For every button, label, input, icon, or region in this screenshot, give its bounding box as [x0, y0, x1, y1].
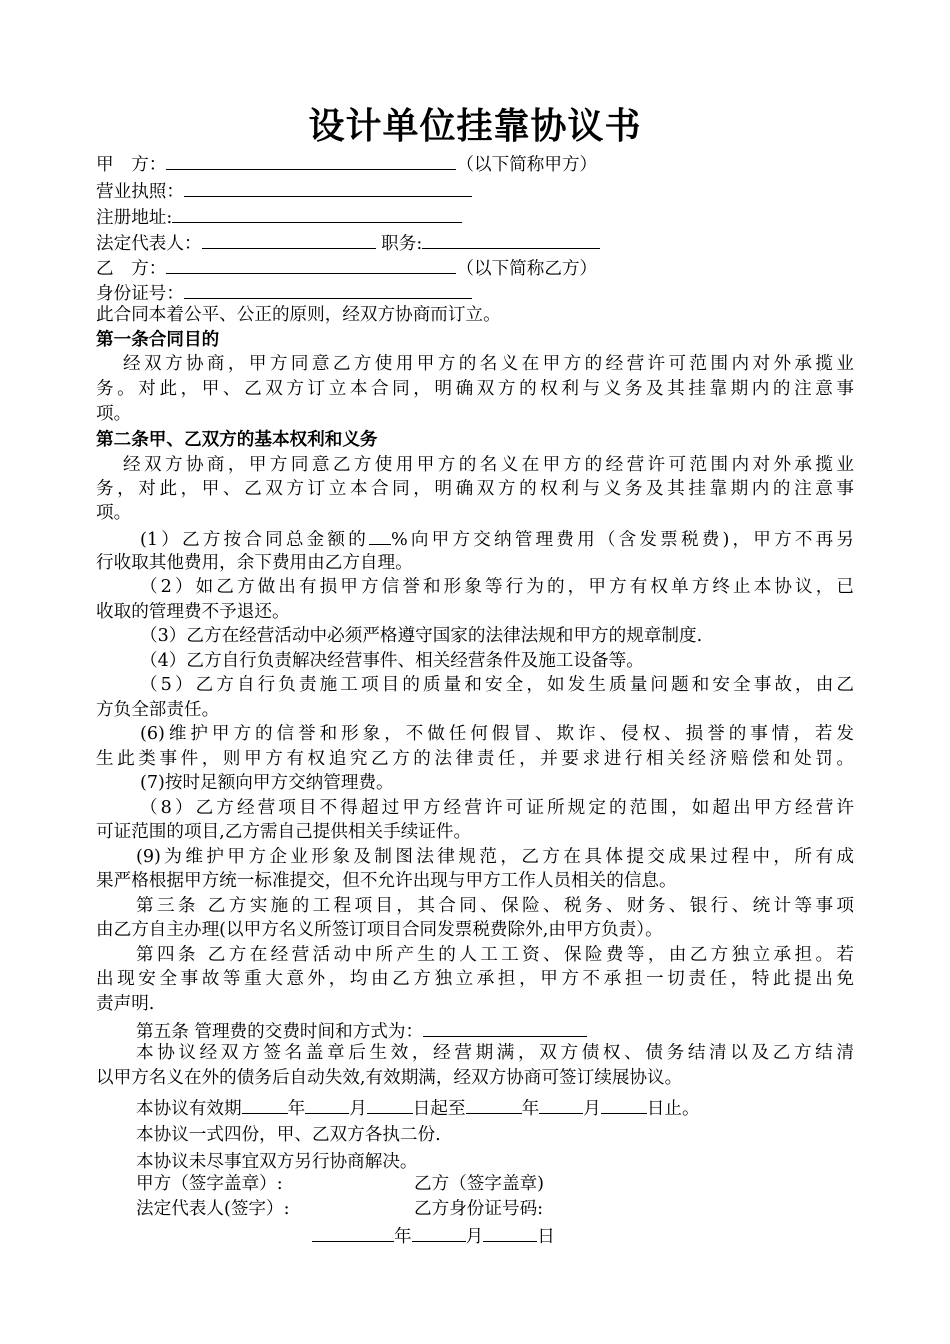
item5-text: 方负全部责任。 — [96, 700, 220, 720]
article4-text: 责声明. — [96, 994, 155, 1014]
address-label: 注册地址: — [96, 208, 173, 228]
party-a-line — [96, 150, 597, 174]
item8-text: （8）乙方经营项目不得超过甲方经营许可证所规定的范围，如超出甲方经营许 — [140, 798, 854, 818]
sign-month-blank[interactable] — [412, 1222, 466, 1242]
item9-text: (9)为维护甲方企业形象及制图法律规范，乙方在具体提交成果过程中，所有成 — [136, 847, 854, 867]
end-year-blank[interactable] — [466, 1094, 522, 1114]
start-year-blank[interactable] — [242, 1094, 288, 1114]
article1-text: 务。对此，甲、乙双方订立本合同，明确双方的权利与义务及其挂靠期内的注意事 — [96, 379, 854, 399]
article1-text: 经双方协商，甲方同意乙方使用甲方的名义在甲方的经营许可范围内对外承揽业 — [123, 354, 854, 374]
article3-text: 由乙方自主办理(以甲方名义所签订项目合同发票税费除外,由甲方负责）。 — [96, 920, 663, 940]
effect-text: 以甲方名义在外的债务后自动失效,有效期满，经双方协商可签订续展协议。 — [96, 1068, 683, 1088]
party-a-label: 甲 方： — [96, 155, 167, 175]
document-title: 设计单位挂靠协议书 — [308, 106, 642, 147]
position-blank[interactable] — [422, 229, 600, 249]
position-label: 职务: — [381, 234, 423, 254]
day-label: 日止。 — [646, 1099, 700, 1119]
item1-cont: 行收取其他费用，余下费用由乙方自理。 — [96, 553, 413, 573]
month-label: 月 — [349, 1099, 367, 1119]
article2-text: 经双方协商，甲方同意乙方使用甲方的名义在甲方的经营许可范围内对外承揽业 — [123, 455, 854, 475]
id-label: 身份证号： — [96, 284, 184, 304]
party-a-blank[interactable] — [166, 150, 456, 170]
year-label: 年 — [287, 1099, 306, 1119]
start-month-blank[interactable] — [305, 1094, 349, 1114]
preamble: 此合同本着公平、公正的原则，经双方协商而订立。 — [96, 305, 501, 325]
day-label: 日起至 — [412, 1099, 466, 1119]
article4-text: 出现安全事故等重大意外，均由乙方独立承担，甲方不承担一切责任，特此提出免 — [96, 969, 854, 989]
validity-line — [136, 1094, 700, 1118]
legal-rep-blank[interactable] — [202, 229, 376, 249]
validity-prefix: 本协议有效期 — [136, 1099, 242, 1119]
address-blank[interactable] — [172, 203, 462, 223]
party-b-seal: 乙方（签字盖章) — [414, 1174, 545, 1194]
legal-rep-line — [96, 229, 600, 253]
end-month-blank[interactable] — [539, 1094, 583, 1114]
item9-text: 果严格根据甲方统一标准提交，但不允许出现与甲方工作人员相关的信息。 — [96, 871, 677, 891]
article4-text: 第四条 乙方在经营活动中所产生的人工工资、保险费等，由乙方独立承担。若 — [136, 945, 854, 965]
article2-text: 务，对此，甲、乙双方订立本合同，明确双方的权利与义务及其挂靠期内的注意事 — [96, 479, 854, 499]
item1-pre: (1）乙方按合同总金额的 — [140, 530, 369, 550]
item4-text: （4）乙方自行负责解决经营事件、相关经营条件及施工设备等。 — [140, 651, 644, 671]
article5-line — [136, 1017, 587, 1041]
item2-text: （2）如乙方做出有损甲方信誉和形象等行为的，甲方有权单方终止本协议，已 — [140, 577, 854, 597]
unresolved-text: 本协议未尽事宜双方另行协商解决。 — [136, 1152, 418, 1172]
license-blank[interactable] — [184, 177, 472, 197]
year-label: 年 — [394, 1227, 412, 1247]
item6-text: (6)维护甲方的信誉和形象，不做任何假冒、欺诈、侵权、损誉的事情，若发 — [140, 724, 854, 744]
signing-date — [312, 1222, 555, 1246]
party-b-label: 乙 方： — [96, 259, 167, 279]
party-b-suffix: （以下简称乙方） — [456, 259, 598, 279]
item8-text: 可证范围的项目,乙方需自己提供相关手续证件。 — [96, 822, 472, 842]
month-label: 月 — [583, 1099, 601, 1119]
item5-text: （5）乙方自行负责施工项目的质量和安全，如发生质量问题和安全事故，由乙 — [140, 675, 854, 695]
year-label: 年 — [521, 1099, 540, 1119]
license-line — [96, 177, 472, 201]
address-line — [96, 203, 462, 227]
article1-heading: 第一条合同目的 — [96, 330, 220, 350]
item1-post: %向甲方交纳管理费用（含发票税费)，甲方不再另 — [390, 530, 854, 550]
party-b-line — [96, 254, 597, 278]
party-b-blank[interactable] — [166, 254, 456, 274]
party-b-id-sign: 乙方身份证号码: — [414, 1199, 544, 1219]
fee-payment-blank[interactable] — [423, 1017, 587, 1037]
fee-percent-blank[interactable] — [369, 526, 391, 545]
id-blank[interactable] — [184, 279, 472, 299]
party-a-seal: 甲方（签字盖章）: — [136, 1174, 283, 1194]
item2-text: 收取的管理费不予退还。 — [96, 602, 290, 622]
article2-text: 项。 — [96, 503, 132, 523]
legal-rep-label: 法定代表人： — [96, 234, 202, 254]
article2-heading: 第二条甲、乙双方的基本权利和义务 — [96, 430, 378, 450]
legal-rep-sign: 法定代表人(签字）: — [136, 1199, 290, 1219]
start-day-blank[interactable] — [367, 1094, 413, 1114]
item1-line — [140, 526, 854, 550]
license-label: 营业执照： — [96, 182, 184, 202]
effect-text: 本协议经双方签名盖章后生效，经营期满，双方债权、债务结清以及乙方结清 — [136, 1043, 854, 1063]
sign-day-blank[interactable] — [483, 1222, 537, 1242]
month-label: 月 — [465, 1227, 484, 1247]
sign-year-blank[interactable] — [312, 1222, 394, 1242]
end-day-blank[interactable] — [601, 1094, 647, 1114]
item3-text: （3）乙方在经营活动中必须严格遵守国家的法律法规和甲方的规章制度. — [140, 626, 703, 646]
id-line — [96, 279, 472, 303]
party-a-suffix: （以下简称甲方） — [456, 155, 598, 175]
article5-label: 第五条 管理费的交费时间和方式为： — [136, 1022, 424, 1042]
day-label: 日 — [537, 1227, 555, 1247]
article1-text: 项。 — [96, 404, 132, 424]
item7-text: (7)按时足额向甲方交纳管理费。 — [140, 773, 394, 793]
copies-text: 本协议一式四份，甲、乙双方各执二份. — [136, 1125, 441, 1145]
article3-text: 第三条 乙方实施的工程项目，其合同、保险、税务、财务、银行、统计等事项 — [136, 896, 854, 916]
item6-text: 生此类事件，则甲方有权追究乙方的法律责任，并要求进行相关经济赔偿和处罚。 — [96, 749, 854, 769]
